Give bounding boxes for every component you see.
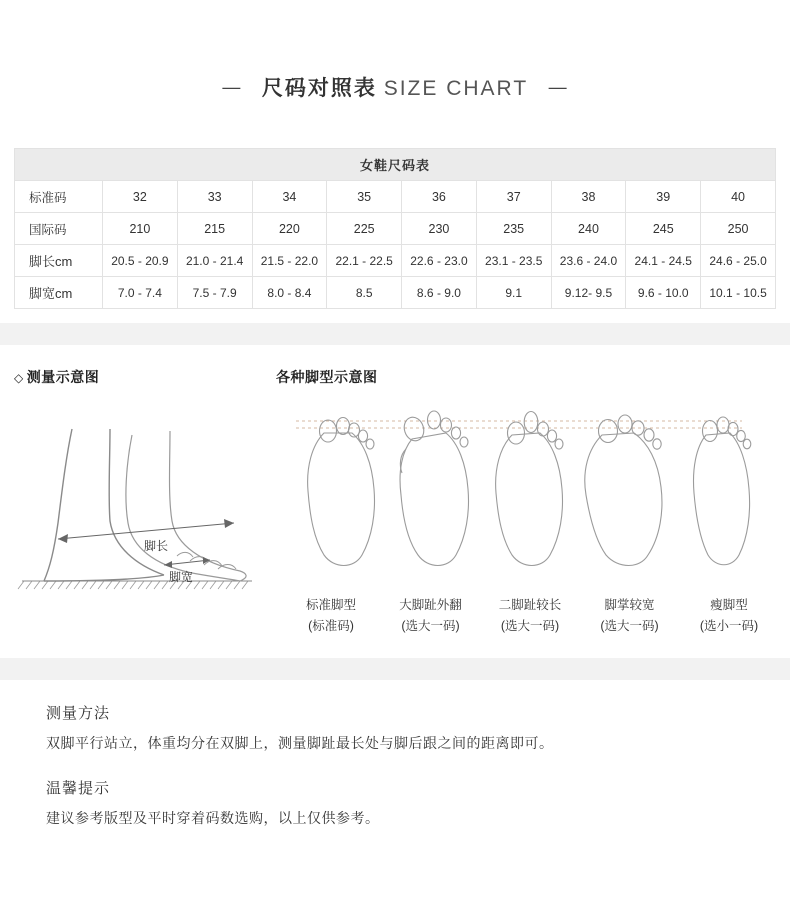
diamond-icon: ◇	[14, 371, 24, 385]
table-cell: 250	[701, 213, 776, 245]
table-caption: 女鞋尺码表	[15, 149, 776, 181]
table-cell: 32	[103, 181, 178, 213]
table-cell: 7.0 - 7.4	[103, 277, 178, 309]
table-cell: 23.1 - 23.5	[476, 245, 551, 277]
title-dash-left: —	[222, 77, 242, 97]
table-cell: 24.1 - 24.5	[626, 245, 701, 277]
row-header: 脚长cm	[15, 245, 103, 277]
table-cell: 40	[701, 181, 776, 213]
table-cell: 37	[476, 181, 551, 213]
note-body-tip: 建议参考版型及平时穿着码数选购，以上仅供参考。	[46, 810, 380, 826]
table-cell: 220	[252, 213, 327, 245]
table-cell: 245	[626, 213, 701, 245]
table-row	[15, 181, 776, 213]
foot-type-item	[284, 589, 378, 634]
table-cell: 215	[177, 213, 252, 245]
foot-type-name: 标准脚型	[305, 598, 356, 612]
note-heading-method: 测量方法	[46, 705, 111, 722]
measure-diagram-title-text: 测量示意图	[26, 369, 100, 385]
table-cell: 34	[252, 181, 327, 213]
foot-type-name: 大脚趾外翻	[399, 598, 462, 612]
table-cell: 8.6 - 9.0	[402, 277, 477, 309]
foot-type-item	[583, 589, 677, 634]
separator-band-top	[0, 323, 790, 345]
table-cell: 20.5 - 20.9	[103, 245, 178, 277]
foot-types-title: 各种脚型示意图	[276, 369, 378, 385]
title-english: SIZE CHART	[383, 77, 529, 100]
table-row	[15, 245, 776, 277]
table-cell: 9.12- 9.5	[551, 277, 626, 309]
table-cell: 22.1 - 22.5	[327, 245, 402, 277]
table-cell: 240	[551, 213, 626, 245]
measurement-illustration	[14, 405, 262, 634]
foot-type-advice: (选大一码)	[401, 619, 460, 633]
table-cell: 22.6 - 23.0	[402, 245, 477, 277]
page-title	[0, 0, 790, 102]
table-cell: 21.5 - 22.0	[252, 245, 327, 277]
table-cell: 210	[103, 213, 178, 245]
foot-type-advice: (标准码)	[308, 619, 354, 633]
table-row	[15, 277, 776, 309]
size-table-block	[14, 148, 776, 309]
table-cell: 9.6 - 10.0	[626, 277, 701, 309]
foot-type-name: 二脚趾较长	[498, 598, 562, 612]
foot-type-name: 脚掌较宽	[604, 598, 655, 612]
table-row	[15, 213, 776, 245]
foot-side-view-svg	[14, 405, 262, 605]
foot-type-captions	[284, 589, 776, 634]
table-cell: 38	[551, 181, 626, 213]
table-cell: 8.5	[327, 277, 402, 309]
title-chinese: 尺码对照表	[261, 77, 377, 100]
table-cell: 21.0 - 21.4	[177, 245, 252, 277]
title-dash-right: —	[548, 77, 568, 97]
size-table	[14, 148, 776, 309]
table-cell: 24.6 - 25.0	[701, 245, 776, 277]
table-cell: 235	[476, 213, 551, 245]
foot-type-advice: (选大一码)	[600, 619, 659, 633]
table-cell: 36	[402, 181, 477, 213]
table-cell: 9.1	[476, 277, 551, 309]
foot-type-name: 瘦脚型	[710, 598, 748, 612]
foot-type-item	[483, 589, 577, 634]
foot-type-advice: (选大一码)	[500, 619, 560, 633]
table-cell: 230	[402, 213, 477, 245]
label-foot-width: 脚宽	[169, 570, 194, 584]
row-header: 标准码	[15, 181, 103, 213]
table-cell: 7.5 - 7.9	[177, 277, 252, 309]
separator-band-bottom	[0, 658, 790, 680]
table-cell: 33	[177, 181, 252, 213]
table-cell: 225	[327, 213, 402, 245]
size-table-body	[15, 181, 776, 309]
table-cell: 8.0 - 8.4	[252, 277, 327, 309]
notes-section	[0, 680, 790, 828]
foot-types-svg	[284, 405, 754, 585]
note-body-method: 双脚平行站立，体重均分在双脚上，测量脚趾最长处与脚后跟之间的距离即可。	[46, 735, 554, 751]
row-header: 脚宽cm	[15, 277, 103, 309]
foot-types-illustration	[262, 405, 776, 634]
diagram-section	[0, 345, 790, 634]
table-caption-row	[15, 149, 776, 181]
foot-type-item	[384, 589, 478, 634]
table-cell: 10.1 - 10.5	[701, 277, 776, 309]
foot-type-item	[682, 589, 776, 634]
table-cell: 35	[327, 181, 402, 213]
measure-diagram-title	[14, 367, 276, 387]
table-cell: 23.6 - 24.0	[551, 245, 626, 277]
label-foot-length: 脚长	[144, 539, 169, 553]
diagram-row	[14, 405, 776, 634]
foot-type-advice: (选小一码)	[699, 619, 759, 633]
note-heading-tip: 温馨提示	[46, 780, 111, 797]
table-cell: 39	[626, 181, 701, 213]
row-header: 国际码	[15, 213, 103, 245]
